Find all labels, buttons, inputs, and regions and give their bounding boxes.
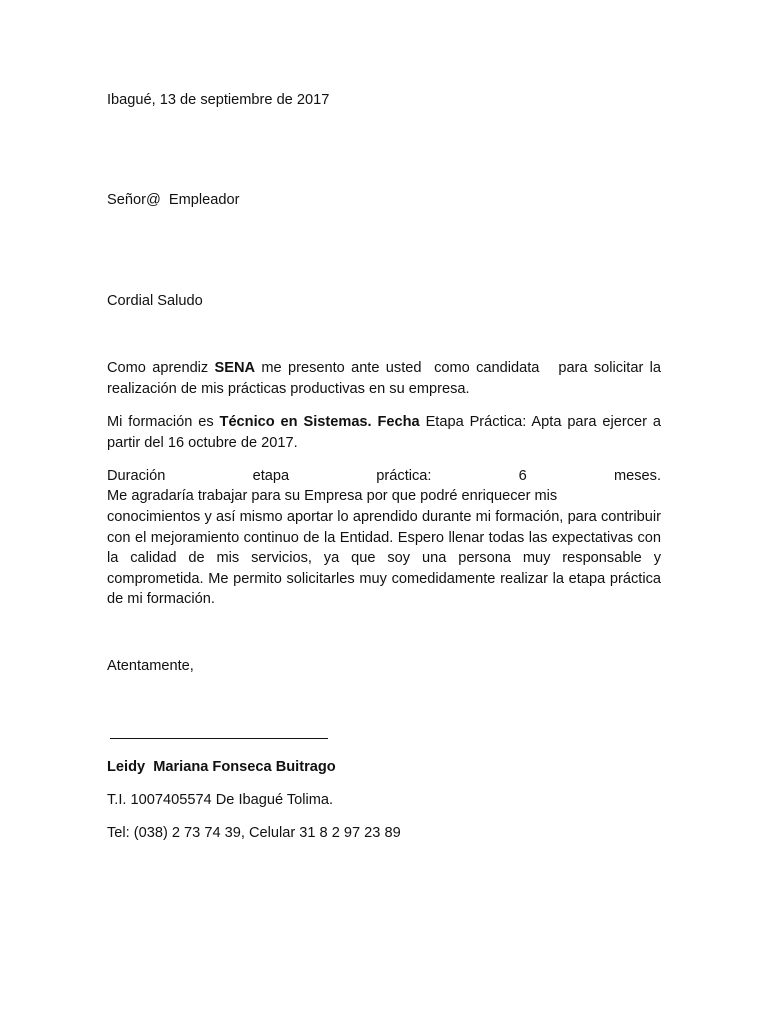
paragraph-motivation-first-line: Me agradaría trabajar para su Empresa por que podré enriquecer mis	[107, 488, 558, 504]
formation-fecha: Fecha	[377, 414, 420, 430]
formation-text-pre: Mi formación es	[107, 414, 220, 430]
signature-name: Leidy Mariana Fonseca Buitrago	[107, 759, 336, 775]
letter-closing: Atentamente,	[107, 658, 194, 674]
signature-line	[110, 738, 328, 739]
duration-line: Duración etapa práctica: 6 meses.	[107, 468, 661, 484]
paragraph-formation	[107, 412, 661, 453]
intro-text-post: me presento ante usted como candidata para solicitar la realización de mis prácticas productivas en su empresa.	[107, 360, 666, 397]
signature-id: T.I. 1007405574 De Ibagué Tolima.	[107, 792, 334, 808]
formation-program: Técnico en Sistemas.	[219, 414, 372, 430]
intro-sena: SENA	[214, 360, 256, 376]
letter-date: Ibagué, 13 de septiembre de 2017	[107, 92, 330, 108]
paragraph-motivation-body: conocimientos y así mismo aportar lo aprendido durante mi formación, para contribuir con el mejoramiento continuo de la Entidad. Espero llenar todas las expectativas con la calidad de mis servicios, ya que soy una persona muy responsable y comprometida. Me permito solicitarles muy comedidamente realizar la etapa práctica de mi formación.	[107, 509, 661, 607]
intro-text-pre: Como aprendiz	[107, 360, 215, 376]
signature-phone: Tel: (038) 2 73 74 39, Celular 31 8 2 97 23 89	[107, 825, 401, 841]
letter-greeting: Cordial Saludo	[107, 293, 203, 309]
formation-text-post: Etapa Práctica: Apta para ejercer a partir del 16 octubre de 2017.	[107, 414, 662, 451]
paragraph-intro	[107, 358, 666, 399]
letter-recipient: Señor@ Empleador	[107, 192, 240, 208]
